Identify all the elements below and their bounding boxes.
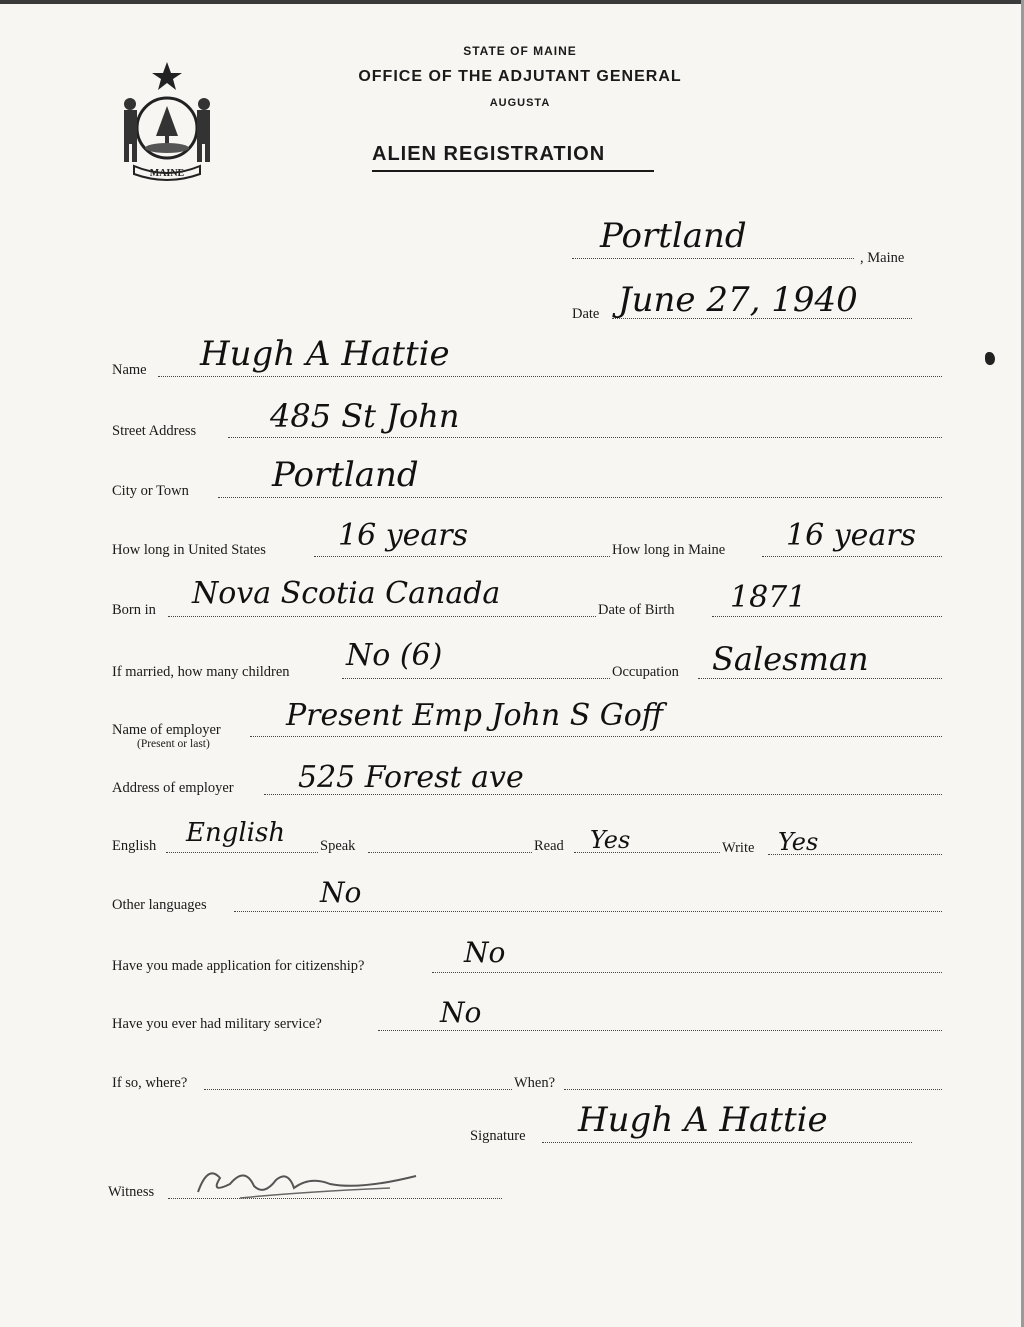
other-languages-value: No [320,876,362,909]
write-label: Write [722,840,755,856]
read-label: Read [534,838,564,854]
city-line [218,497,942,498]
speak-line [368,852,532,853]
maine-seal-icon [112,56,222,186]
street-address-value: 485 St John [270,397,460,435]
employer-sublabel: (Present or last) [137,738,210,750]
city-value: Portland [272,455,419,495]
employer-line [250,736,942,737]
header-city: AUGUSTA [489,97,551,109]
occupation-value: Salesman [712,640,869,678]
scan-top-edge [0,0,1024,4]
employer-address-value: 525 Forest ave [298,760,524,795]
other-languages-label: Other languages [112,897,207,913]
employer-value: Present Emp John S Goff [286,698,664,733]
children-line [342,678,610,679]
if-so-where-label: If so, where? [112,1075,188,1091]
city-label: City or Town [112,483,189,499]
how-long-us-label: How long in United States [112,542,266,558]
how-long-us-value: 16 years [338,518,469,553]
signature-value: Hugh A Hattie [578,1100,828,1140]
occupation-line [698,678,942,679]
employer-address-label: Address of employer [112,780,234,796]
date-of-birth-line [712,616,942,617]
born-in-line [168,616,596,617]
english-label: English [112,838,157,854]
svg-text:MAINE: MAINE [149,168,185,179]
title-underline [372,170,654,172]
ink-blot [985,352,995,365]
signature-label: Signature [470,1128,526,1144]
employer-label: Name of employer [112,722,221,738]
occupation-label: Occupation [612,664,679,680]
name-value: Hugh A Hattie [200,334,450,374]
maine-label: , Maine [860,250,905,266]
write-value: Yes [778,828,819,856]
when-label: When? [514,1075,556,1091]
place-value: Portland [600,216,747,256]
how-long-maine-value: 16 years [786,518,917,553]
english-value: English [186,818,286,848]
street-address-line [228,437,942,438]
if-so-where-line [204,1089,512,1090]
born-in-label: Born in [112,602,156,618]
name-label: Name [112,362,147,378]
header-state: STATE OF MAINE [463,44,577,58]
witness-signature-scribble [190,1158,430,1204]
form-title: ALIEN REGISTRATION [372,143,606,165]
english-line [166,852,318,853]
header-office: OFFICE OF THE ADJUTANT GENERAL [358,68,682,85]
military-line [378,1030,942,1031]
military-value: No [440,996,482,1029]
children-value: No (6) [346,638,443,673]
citizenship-label: Have you made application for citizenship? [112,958,365,974]
how-long-maine-line [762,556,942,557]
street-address-label: Street Address [112,423,197,439]
date-label: Date [572,306,600,322]
date-of-birth-value: 1871 [730,580,807,615]
date-of-birth-label: Date of Birth [598,602,675,618]
military-label: Have you ever had military service? [112,1016,322,1032]
how-long-maine-label: How long in Maine [612,542,726,558]
how-long-us-line [314,556,610,557]
citizenship-value: No [464,936,506,969]
place-line [572,258,854,259]
date-value: June 27, 1940 [618,280,858,320]
citizenship-line [432,972,942,973]
witness-label: Witness [108,1184,155,1200]
when-line [564,1089,942,1090]
signature-line [542,1142,912,1143]
other-languages-line [234,911,942,912]
children-label: If married, how many children [112,664,290,680]
read-value: Yes [590,826,631,854]
name-line [158,376,942,377]
born-in-value: Nova Scotia Canada [192,576,501,611]
speak-label: Speak [320,838,356,854]
